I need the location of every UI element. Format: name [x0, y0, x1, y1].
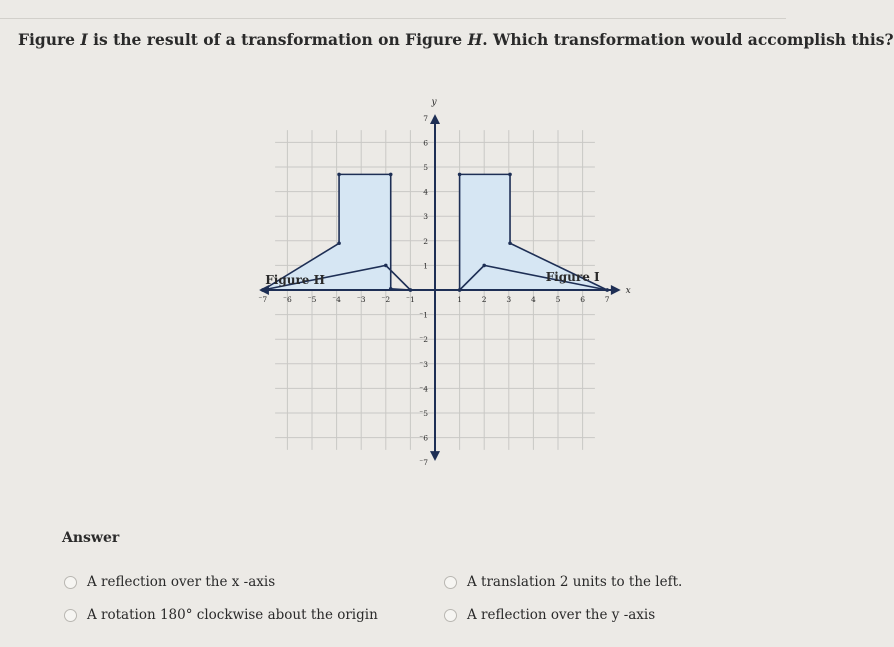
y-tick-label: ⁻5 [419, 409, 428, 418]
y-tick-label: 2 [423, 236, 428, 246]
x-tick-label: 2 [481, 295, 487, 304]
figure-i-vertex [508, 173, 512, 177]
figure-h-label: Figure H [265, 273, 325, 287]
y-tick-label: ⁻4 [419, 384, 428, 394]
x-axis-arrow-right [611, 285, 621, 295]
option-label: A reflection over the x -axis [87, 574, 276, 590]
figure-h-vertex [384, 264, 388, 268]
x-tick-label: ⁻5 [307, 295, 317, 304]
figure-i-vertex [482, 264, 486, 268]
question-part-3: . Which transformation would accomplish this? [482, 30, 894, 49]
figure-i-vertex [508, 241, 512, 245]
figure-i-vertex [458, 173, 462, 177]
x-tick-label: 6 [580, 295, 585, 304]
y-tick-label: 3 [423, 212, 428, 222]
figure-h-vertex [337, 173, 341, 177]
x-tick-label: ⁻7 [258, 295, 268, 304]
option-reflect-x-axis[interactable] [64, 574, 275, 590]
option-rotate-180[interactable] [64, 607, 378, 623]
question-part-1: Figure [18, 30, 81, 49]
x-tick-label: ⁻3 [356, 295, 366, 304]
x-tick-label: ⁻2 [381, 295, 391, 304]
x-tick-label: 7 [604, 295, 610, 304]
y-tick-label: ⁻2 [419, 335, 428, 345]
figure-i-label: Figure I [545, 270, 600, 284]
y-tick-label: 6 [423, 138, 428, 148]
figure-h-vertex [389, 173, 393, 177]
x-tick-label: 5 [555, 295, 561, 304]
y-tick-label: ⁻6 [419, 433, 428, 443]
radio-button[interactable] [64, 576, 77, 589]
y-tick-label: 1 [423, 261, 428, 271]
y-tick-label: ⁻3 [419, 359, 428, 369]
figure-h-vertex [337, 241, 341, 245]
question-variable-h: H [467, 30, 483, 49]
x-tick-label: ⁻1 [406, 295, 415, 304]
option-label: A reflection over the y -axis [467, 607, 656, 623]
question-variable-i: I [80, 30, 88, 49]
x-tick-label: 4 [531, 295, 536, 304]
tick-labels [258, 97, 630, 467]
x-tick-label: ⁻6 [283, 295, 292, 304]
x-tick-label: 3 [506, 295, 512, 304]
x-tick-label: 1 [457, 295, 462, 304]
y-tick-label: 7 [423, 113, 428, 123]
y-axis-arrow-up [430, 114, 440, 124]
option-label: A rotation 180° clockwise about the origin [87, 607, 378, 623]
question-part-2: is the result of a transformation on Figure [87, 30, 468, 49]
radio-button[interactable] [444, 609, 457, 622]
answer-label: Answer [62, 530, 120, 546]
y-tick-label: 5 [423, 163, 428, 172]
y-tick-label: 4 [423, 187, 428, 197]
radio-button[interactable] [64, 609, 77, 622]
y-axis-arrow-down [430, 451, 440, 461]
y-tick-label: ⁻1 [419, 310, 428, 320]
x-tick-label: ⁻4 [332, 295, 341, 304]
x-axis-label: x [625, 286, 631, 296]
y-tick-label: ⁻7 [419, 458, 428, 468]
option-label: A translation 2 units to the left. [467, 574, 683, 590]
radio-button[interactable] [444, 576, 457, 589]
option-reflect-y-axis[interactable] [444, 607, 655, 623]
y-axis-label: y [431, 97, 437, 108]
option-translate-left[interactable] [444, 574, 682, 590]
